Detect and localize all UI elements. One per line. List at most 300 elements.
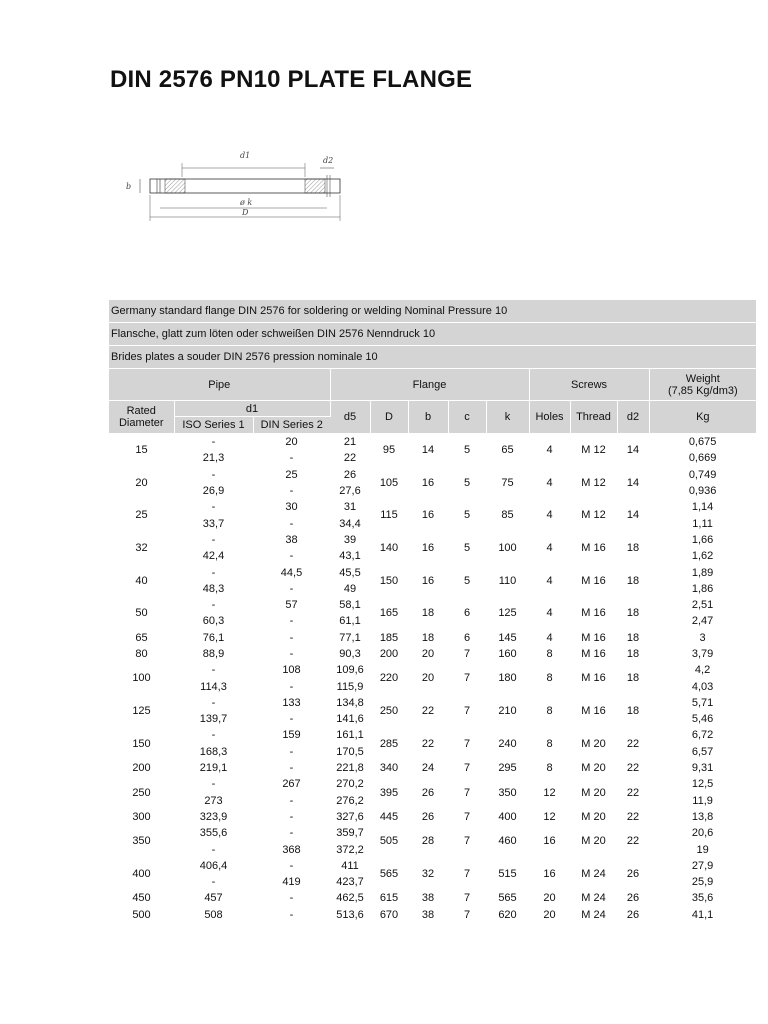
cell-din-series: - (289, 713, 294, 726)
cell-thread: M 16 (581, 648, 606, 660)
cell-weight: 0,936 (688, 485, 717, 498)
cell-d2: 14 (626, 444, 640, 457)
cell-d5: 77,1 (339, 631, 361, 644)
cell-d2: 18 (626, 574, 640, 587)
cell-k: 145 (498, 631, 517, 644)
cell-iso-series: 168,3 (199, 745, 228, 758)
cell-d2: 22 (626, 737, 640, 750)
caption-german: Flansche, glatt zum löten oder schweißen DIN 2576 Nenndruck 10 (109, 323, 756, 346)
cell-rated-diameter: 250 (132, 786, 151, 799)
cell-thread: M 20 (581, 762, 606, 775)
header-rated-label: Rated (126, 405, 156, 417)
cell-iso-series: - (211, 468, 216, 481)
cell-weight: 5,71 (691, 696, 714, 709)
cell-c: 7 (463, 810, 471, 823)
cell-thread: M 12 (581, 476, 606, 489)
cell-thread: M 16 (581, 631, 606, 644)
cell-iso-series: 76,1 (202, 631, 225, 644)
header-c: c (448, 401, 486, 434)
cell-k: 350 (498, 786, 517, 799)
cell-weight: 2,47 (691, 615, 714, 628)
cell-d5: 115,9 (336, 680, 364, 693)
cell-din-series: 30 (285, 501, 298, 514)
cell-d5: 372,2 (336, 843, 364, 856)
cell-iso-series: - (211, 436, 216, 449)
cell-iso-series: 48,3 (202, 582, 225, 595)
cell-b: 20 (421, 672, 435, 685)
cell-weight: 3 (699, 631, 706, 644)
cell-b: 38 (421, 892, 435, 905)
cell-iso-series: 355,6 (199, 827, 228, 840)
table-row (109, 499, 756, 515)
cell-c: 5 (463, 444, 471, 457)
cell-iso-series: 26,9 (202, 485, 225, 498)
table-row (109, 760, 756, 776)
cell-c: 7 (463, 892, 471, 905)
cell-d2: 22 (626, 762, 640, 775)
cell-b: 16 (421, 476, 435, 489)
cell-D: 165 (379, 607, 399, 620)
cell-c: 5 (463, 542, 471, 555)
cell-d5: 423,7 (336, 876, 364, 889)
cell-b: 14 (421, 444, 435, 457)
cell-weight: 6,57 (691, 745, 714, 758)
cell-k: 180 (498, 672, 517, 685)
cell-rated-diameter: 300 (132, 810, 151, 823)
cell-D: 250 (379, 705, 399, 718)
cell-d5: 90,3 (339, 648, 361, 660)
cell-weight: 0,675 (688, 436, 717, 449)
cell-weight: 5,46 (691, 713, 714, 726)
cell-D: 140 (379, 542, 399, 555)
cell-thread: M 16 (581, 672, 606, 685)
cell-iso-series: - (211, 501, 216, 514)
cell-din-series: - (289, 908, 294, 921)
cell-c: 7 (463, 648, 471, 660)
cell-d5: 45,5 (339, 566, 361, 579)
cell-weight: 1,89 (691, 566, 714, 579)
header-b: b (408, 401, 448, 434)
flange-drawing (112, 145, 352, 225)
cell-din-series: 20 (285, 436, 298, 449)
header-diameter-label: Diameter (118, 417, 164, 429)
cell-iso-series: - (211, 696, 216, 709)
cell-holes: 4 (546, 509, 553, 522)
cell-d2: 26 (626, 868, 640, 881)
cell-iso-series: 406,4 (199, 859, 228, 872)
cell-d2: 22 (626, 786, 640, 799)
cell-D: 395 (379, 786, 399, 799)
cell-k: 210 (498, 705, 517, 718)
table-row (109, 467, 756, 483)
cell-d5: 411 (341, 859, 359, 872)
table-row (109, 662, 756, 678)
cell-iso-series: 219,1 (199, 762, 228, 775)
cell-d2: 18 (626, 648, 640, 660)
cell-b: 16 (421, 574, 435, 587)
cell-rated-diameter: 450 (132, 892, 151, 905)
table-row (109, 890, 756, 906)
cell-iso-series: - (211, 664, 216, 677)
table-body (109, 434, 756, 923)
cell-rated-diameter: 40 (135, 574, 148, 587)
cell-k: 65 (501, 444, 514, 457)
cell-din-series: - (289, 648, 294, 660)
cell-weight: 11,9 (692, 794, 713, 807)
cell-rated-diameter: 150 (132, 737, 151, 750)
cell-din-series: - (289, 892, 294, 905)
label-k: ø k (240, 198, 253, 207)
cell-d5: 221,8 (336, 762, 364, 775)
cell-d2: 14 (626, 509, 640, 522)
cell-d5: 170,5 (336, 745, 364, 758)
cell-iso-series: 139,7 (199, 713, 228, 726)
cell-holes: 8 (546, 737, 553, 750)
cell-b: 26 (421, 786, 435, 799)
cell-c: 7 (463, 786, 471, 799)
cell-iso-series: - (211, 566, 216, 579)
cell-iso-series: - (211, 778, 216, 791)
cell-k: 515 (498, 868, 517, 881)
table-row (109, 630, 756, 646)
table-row (109, 809, 756, 825)
cell-D: 200 (379, 648, 399, 660)
label-D: D (242, 208, 249, 217)
cell-din-series: - (289, 631, 294, 644)
cell-iso-series: - (211, 599, 216, 612)
table-row (109, 727, 756, 743)
cell-holes: 8 (546, 672, 553, 685)
cell-d5: 43,1 (339, 550, 361, 563)
cell-din-series: - (289, 810, 294, 823)
cell-rated-diameter: 65 (135, 631, 148, 644)
cell-k: 460 (498, 835, 517, 848)
cell-c: 7 (463, 868, 471, 881)
header-D: D (370, 401, 408, 434)
cell-rated-diameter: 15 (135, 444, 148, 457)
cell-din-series: - (289, 827, 294, 840)
cell-d5: 22 (343, 452, 357, 465)
cell-d2: 18 (626, 705, 640, 718)
cell-b: 18 (421, 631, 435, 644)
cell-D: 150 (379, 574, 399, 587)
cell-iso-series: 508 (204, 908, 223, 921)
cell-b: 38 (421, 908, 435, 921)
cell-thread: M 16 (581, 607, 606, 620)
cell-c: 7 (463, 672, 471, 685)
cell-weight: 4,2 (694, 664, 711, 677)
cell-din-series: - (289, 452, 294, 465)
cell-D: 285 (379, 737, 399, 750)
cell-c: 5 (463, 574, 471, 587)
label-d2: d2 (323, 156, 334, 165)
cell-thread: M 12 (581, 509, 606, 522)
cell-thread: M 16 (581, 574, 606, 587)
cell-k: 75 (501, 476, 514, 489)
cell-din-series: 419 (282, 876, 301, 889)
cell-rated-diameter: 100 (132, 672, 151, 685)
cell-thread: M 20 (581, 810, 606, 823)
cell-d5: 134,8 (336, 696, 364, 709)
cell-d5: 27,6 (339, 485, 361, 498)
cell-k: 400 (498, 810, 517, 823)
cell-thread: M 24 (581, 868, 606, 881)
cell-din-series: - (289, 680, 294, 693)
caption-french: Brides plates a souder DIN 2576 pression nominale 10 (109, 346, 756, 369)
cell-d5: 109,6 (336, 664, 364, 677)
cell-iso-series: - (211, 729, 216, 742)
cell-d5: 26 (343, 468, 357, 481)
cell-din-series: 25 (285, 468, 298, 481)
cell-rated-diameter: 50 (135, 607, 148, 620)
cell-D: 220 (379, 672, 399, 685)
cell-din-series: - (289, 517, 294, 530)
table-row (109, 646, 756, 662)
cell-holes: 8 (546, 762, 553, 775)
table-row (109, 434, 756, 451)
cell-d5: 327,6 (336, 810, 364, 823)
header-iso-series: ISO Series 1 (174, 417, 253, 434)
cell-c: 5 (463, 476, 471, 489)
cell-din-series: 159 (282, 729, 301, 742)
header-rated-diameter (109, 401, 174, 434)
cell-iso-series: 33,7 (202, 517, 225, 530)
cell-k: 100 (498, 542, 517, 555)
cell-thread: M 16 (581, 542, 606, 555)
cell-rated-diameter: 32 (135, 542, 148, 555)
caption-english: Germany standard flange DIN 2576 for soldering or welding Nominal Pressure 10 (109, 300, 756, 323)
header-weight (649, 369, 756, 401)
cell-d5: 513,6 (336, 908, 364, 921)
cell-iso-series: 60,3 (202, 615, 225, 628)
cell-c: 7 (463, 705, 471, 718)
cell-b: 20 (421, 648, 435, 660)
cell-weight: 19 (696, 843, 709, 856)
cell-weight: 27,9 (691, 859, 714, 872)
header-thread: Thread (570, 401, 617, 434)
table-row (109, 597, 756, 613)
cell-k: 110 (498, 574, 517, 587)
table-row (109, 776, 756, 792)
cell-k: 125 (498, 607, 517, 620)
cell-din-series: 368 (282, 843, 301, 856)
cell-thread: M 24 (581, 892, 606, 905)
cell-d5: 49 (343, 582, 357, 595)
header-kg: Kg (649, 401, 756, 434)
cell-weight: 0,669 (688, 452, 717, 465)
cell-iso-series: 457 (204, 892, 223, 905)
cell-thread: M 16 (581, 705, 606, 718)
cell-d5: 141,6 (336, 713, 364, 726)
cell-D: 105 (379, 476, 399, 489)
cell-d5: 276,2 (336, 794, 364, 807)
cell-c: 7 (463, 908, 471, 921)
cell-d2: 18 (626, 672, 640, 685)
cell-k: 565 (498, 892, 517, 905)
cell-weight: 12,5 (691, 778, 714, 791)
cell-holes: 16 (543, 835, 556, 848)
cell-c: 6 (463, 631, 471, 644)
cell-weight: 1,11 (692, 517, 713, 530)
cell-D: 615 (379, 892, 399, 905)
cell-din-series: - (289, 582, 294, 595)
cell-holes: 4 (546, 542, 553, 555)
cell-din-series: - (289, 794, 294, 807)
cell-D: 565 (379, 868, 399, 881)
table-row (109, 858, 756, 874)
cell-weight: 2,51 (691, 599, 714, 612)
cell-D: 445 (379, 810, 399, 823)
header-holes: Holes (529, 401, 570, 434)
cell-d2: 18 (626, 607, 640, 620)
cell-din-series: - (289, 485, 294, 498)
cell-holes: 4 (546, 476, 553, 489)
header-weight-label: Weight (685, 372, 720, 385)
cell-din-series: - (289, 762, 294, 775)
cell-thread: M 20 (581, 835, 606, 848)
cell-c: 7 (463, 835, 471, 848)
cell-d2: 22 (626, 810, 640, 823)
cell-weight: 9,31 (691, 762, 714, 775)
cell-weight: 4,03 (691, 680, 714, 693)
cell-rated-diameter: 200 (132, 762, 151, 775)
cell-k: 85 (501, 509, 514, 522)
header-pipe: Pipe (109, 369, 330, 401)
cell-b: 18 (421, 607, 435, 620)
cell-iso-series: 273 (204, 794, 223, 807)
cell-holes: 20 (543, 908, 556, 921)
cell-b: 22 (421, 705, 435, 718)
cell-d5: 462,5 (336, 892, 364, 905)
cell-holes: 4 (546, 607, 553, 620)
cell-rated-diameter: 25 (135, 509, 148, 522)
cell-d5: 31 (343, 501, 357, 514)
cell-b: 32 (421, 868, 435, 881)
table-row (109, 907, 756, 923)
label-d1: d1 (240, 151, 251, 160)
header-d5: d5 (330, 401, 370, 434)
cell-c: 7 (463, 737, 471, 750)
cell-d2: 22 (626, 835, 640, 848)
cell-c: 6 (463, 607, 471, 620)
table-row (109, 532, 756, 548)
cell-d5: 39 (343, 533, 357, 546)
cell-din-series: 57 (285, 599, 298, 612)
cell-D: 670 (379, 908, 399, 921)
cell-weight: 1,86 (691, 582, 714, 595)
header-weight-density: (7,85 Kg/dm3) (667, 384, 738, 397)
table-row (109, 695, 756, 711)
cell-rated-diameter: 80 (135, 648, 148, 660)
cell-rated-diameter: 350 (132, 835, 151, 848)
cell-holes: 16 (543, 868, 556, 881)
cell-iso-series: - (211, 876, 216, 889)
cell-D: 340 (379, 762, 399, 775)
cell-c: 5 (463, 509, 471, 522)
cell-iso-series: - (211, 843, 216, 856)
header-d1: d1 (174, 401, 330, 417)
cell-iso-series: 88,9 (202, 648, 225, 660)
cell-k: 620 (498, 908, 517, 921)
cell-rated-diameter: 400 (132, 868, 151, 881)
header-d2: d2 (617, 401, 649, 434)
cell-weight: 20,6 (691, 827, 714, 840)
header-screws: Screws (529, 369, 649, 401)
cell-holes: 12 (543, 810, 556, 823)
cell-iso-series: 114,3 (200, 680, 227, 693)
cell-iso-series: 21,3 (202, 452, 225, 465)
cell-d5: 161,1 (336, 729, 364, 742)
cell-d2: 18 (626, 542, 640, 555)
cell-d5: 61,1 (339, 615, 361, 628)
cell-b: 24 (421, 762, 435, 775)
cell-din-series: 38 (285, 533, 298, 546)
cell-d5: 58,1 (339, 599, 361, 612)
cell-rated-diameter: 500 (132, 908, 151, 921)
cell-iso-series: - (211, 533, 216, 546)
cell-holes: 8 (546, 705, 553, 718)
cell-din-series: 44,5 (280, 566, 303, 579)
cell-D: 185 (379, 631, 399, 644)
cell-weight: 35,6 (691, 892, 714, 905)
cell-d5: 34,4 (339, 517, 361, 530)
cell-D: 115 (380, 509, 398, 522)
cell-weight: 1,66 (691, 533, 714, 546)
cell-k: 240 (498, 737, 517, 750)
cell-thread: M 24 (581, 908, 606, 921)
cell-k: 295 (498, 762, 517, 775)
cell-din-series: 267 (282, 778, 301, 791)
cell-d5: 359,7 (336, 827, 364, 840)
table-row (109, 825, 756, 841)
cell-weight: 1,14 (691, 501, 714, 514)
header-k: k (486, 401, 529, 434)
cell-din-series: 108 (282, 664, 301, 677)
cell-b: 28 (421, 835, 435, 848)
cell-b: 16 (421, 542, 435, 555)
cell-din-series: - (289, 550, 294, 563)
cell-holes: 8 (546, 648, 553, 660)
cell-d2: 14 (626, 476, 640, 489)
cell-weight: 6,72 (691, 729, 714, 742)
label-b: b (126, 182, 132, 191)
cell-thread: M 20 (581, 786, 606, 799)
cell-k: 160 (498, 648, 517, 660)
cell-holes: 12 (543, 786, 556, 799)
header-din-series: DIN Series 2 (253, 417, 330, 434)
flange-spec-table-container (109, 300, 756, 923)
cell-thread: M 12 (581, 444, 606, 457)
header-flange: Flange (330, 369, 529, 401)
cell-holes: 4 (546, 574, 553, 587)
cell-b: 22 (421, 737, 435, 750)
cell-d2: 26 (626, 908, 640, 921)
cell-d5: 21 (343, 436, 357, 449)
cell-d5: 270,2 (336, 778, 364, 791)
cell-D: 505 (379, 835, 399, 848)
cell-din-series: - (289, 745, 294, 758)
cell-weight: 3,79 (691, 648, 714, 660)
cell-din-series: - (289, 615, 294, 628)
cell-holes: 4 (546, 631, 553, 644)
cell-weight: 41,1 (691, 908, 714, 921)
cell-din-series: - (289, 859, 294, 872)
cell-iso-series: 42,4 (202, 550, 225, 563)
table-row (109, 564, 756, 580)
cell-d2: 26 (626, 892, 640, 905)
cell-holes: 20 (543, 892, 556, 905)
cell-b: 16 (421, 509, 435, 522)
